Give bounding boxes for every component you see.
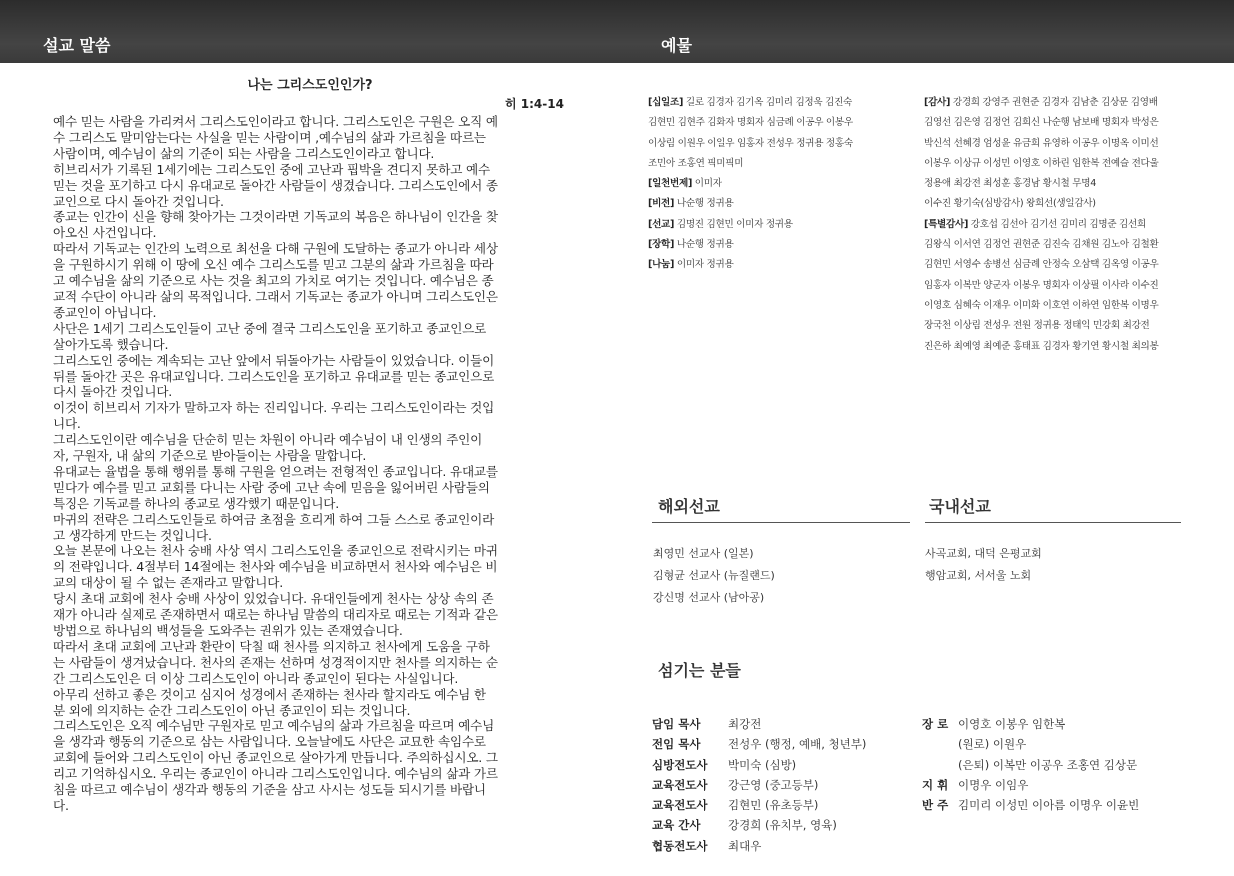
staff-row	[652, 734, 866, 754]
offering-names: 이미자 정귀용	[674, 259, 734, 271]
staff-role: 심방전도사	[652, 757, 708, 772]
offering-list-left	[648, 93, 853, 276]
offering-names: 나순행 정귀용	[674, 198, 734, 210]
staff-row	[652, 836, 866, 856]
sermon-line: 당시 초대 교회에 천사 숭배 사상이 있었습니다. 유대인들에게 천사는 상상 속의 존	[53, 591, 494, 607]
sermon-line: 간 그리스도인은 더 이상 그리스도인이 아니라 종교인이 된다는 사실입니다.	[53, 670, 459, 686]
sermon-line: 종교인이 아닙니다.	[53, 304, 157, 320]
divider	[925, 522, 1181, 523]
offering-row	[924, 113, 1158, 133]
offering-row	[648, 113, 853, 133]
offering-row	[924, 154, 1158, 174]
offering-row	[648, 215, 853, 235]
sermon-line: 방법으로 하나님의 백성들을 도와주는 권위가 있는 존재였습니다.	[53, 623, 403, 638]
offering-row	[924, 296, 1158, 316]
staff-row	[652, 755, 866, 775]
offering-names: 나순행 정귀용	[674, 239, 734, 251]
offering-names: 임홍자 이복만 양군자 이봉우 명회자 이상필 이사라 이수진	[924, 279, 1159, 291]
sermon-line: 히브리서가 기록된 1세기에는 그리스도인 중에 고난과 핍박을 견디지 못하고 예수	[53, 161, 490, 177]
offering-row	[648, 255, 853, 275]
offering-row	[924, 337, 1158, 357]
sermon-line: 믿다가 예수를 믿고 교회를 다니는 사람 중에 고난 속에 믿음을 잃어버린 사람들의	[53, 479, 490, 495]
staff-row	[652, 714, 866, 734]
sermon-line: 니다.	[53, 416, 81, 432]
staff-role: 장 로	[922, 717, 949, 731]
offering-category: [선교]	[648, 218, 675, 230]
offering-row	[648, 235, 853, 255]
scripture-reference: 히 1:4-14	[505, 97, 564, 111]
staff-heading: 섬기는 분들	[658, 661, 741, 680]
staff-role: 반 주	[922, 798, 949, 813]
sermon-line: 리고 기억하십시오. 우리는 종교인이 아니라 그리스도인입니다. 예수님의 삶과 가르	[53, 766, 498, 782]
sermon-line: 사람이며, 예수님이 삶의 기준이 되는 사람을 그리스도인이라고 합니다.	[53, 145, 435, 161]
sermon-line: 그리스도인 중에는 계속되는 고난 앞에서 뒤돌아가는 사람들이 있었습니다. 이들이	[53, 352, 495, 368]
staff-row	[922, 775, 1139, 795]
offering-row	[924, 174, 1158, 194]
offering-names: 이미자	[692, 178, 722, 190]
mission-item: 김형균 선교사 (뉴질랜드)	[653, 569, 775, 582]
offering-row	[924, 194, 1158, 214]
offering-row	[648, 154, 853, 174]
staff-row	[652, 815, 866, 835]
overseas-mission-list	[653, 543, 775, 609]
offering-category: [나눔]	[648, 259, 675, 271]
offering-names: 김현민 서영수 송병선 심금례 안정숙 오삼택 김옥영 이공우	[924, 259, 1159, 271]
staff-names: 강경희 (유치부, 영육)	[728, 818, 837, 833]
offering-names: 진은하 최예영 최예준 홍태표 김경자 황기연 황시철 최의봉	[924, 340, 1159, 352]
offering-names: 김명진 김현민 이미자 정귀용	[674, 218, 793, 230]
staff-row	[922, 795, 1139, 815]
staff-names: (은퇴) 이복만 이공우 조홍연 김상문	[958, 757, 1138, 772]
sermon-line: 마귀의 전략은 그리스도인들로 하여금 초점을 흐리게 하여 그들 스스로 종교인이라	[53, 511, 495, 527]
sermon-line: 재가 아니라 실제로 존재하면서 때로는 하나님 말씀의 대리자로 때로는 기적과 같은	[53, 607, 498, 623]
offering-section-title: 예물	[661, 36, 692, 55]
sermon-line: 분 외에 의지하는 순간 그리스도인이 아닌 종교인이 되는 것입니다.	[53, 702, 411, 718]
sermon-line: 고 예수님을 삶의 기준으로 사는 것을 최고의 가치로 여기는 것입니다. 예수님은 종	[53, 273, 494, 289]
staff-row	[652, 795, 866, 815]
staff-names: 김미리 이성민 이아름 이명우 이윤빈	[958, 798, 1140, 813]
staff-names: 김현민 (유초등부)	[728, 798, 819, 813]
offering-row	[924, 215, 1158, 235]
staff-role: 지 휘	[922, 777, 949, 792]
divider	[652, 522, 910, 523]
offering-names: 길로 김경자 김기옥 김미리 김정욱 김진숙	[683, 97, 853, 108]
offering-row	[648, 134, 853, 154]
sermon-line: 는 사람들이 생겨났습니다. 천사의 존재는 선하며 성경적이지만 천사를 의지하는 순	[53, 654, 498, 670]
offering-row	[924, 134, 1158, 154]
sermon-body	[53, 114, 565, 814]
offering-names: 김현민 김현주 김화자 명회자 심금례 이공우 이봉우	[648, 117, 853, 129]
offering-names: 이상림 이원우 이일우 임홍자 전성우 정귀용 정홍숙	[648, 137, 853, 149]
sermon-line: 종교는 인간이 신을 향해 찾아가는 그것이라면 기독교의 복음은 하나님이 인간을 찾	[53, 209, 498, 225]
staff-names: 이명우 이임우	[958, 777, 1029, 792]
staff-role: 교육 간사	[652, 818, 701, 833]
sermon-line: 예수 믿는 사람을 가리켜서 그리스도인이라고 합니다. 그리스도인은 구원은 오직 예	[53, 114, 498, 129]
sermon-line: 교의 대상이 될 수 없는 존재라고 말합니다.	[53, 575, 284, 591]
offering-names: 정용애 최강전 최성훈 홍경남 황시철 무명4	[924, 178, 1097, 190]
staff-row	[922, 714, 1139, 734]
staff-role: 교육전도사	[652, 777, 708, 792]
offering-row	[924, 316, 1158, 336]
sermon-line: 교회에 들어와 그리스도인이 아닌 종교인으로 살아가게 만듭니다. 주의하십시오. 그	[53, 750, 498, 766]
staff-role: 담임 목사	[652, 717, 701, 731]
sermon-line: 다시 돌아간 것입니다.	[53, 384, 173, 400]
staff-names: 전성우 (행정, 예배, 청년부)	[728, 737, 867, 752]
staff-row	[922, 755, 1139, 775]
staff-names: (원로) 이원우	[958, 737, 1027, 752]
offering-names: 강경희 강영주 권현준 김경자 김남춘 김상문 김영배	[950, 97, 1158, 108]
sermon-line: 자, 구원자, 내 삶의 기준으로 받아들이는 사람을 말합니다.	[53, 448, 367, 464]
staff-role: 전임 목사	[652, 737, 701, 752]
offering-category: [일천번제]	[648, 178, 693, 190]
sermon-line: 교적 수단이 아니라 삶의 목적입니다. 그래서 기독교는 종교가 아니며 그리스도인은	[53, 288, 498, 304]
sermon-line: 오늘 본문에 나오는 천사 숭배 사상 역시 그리스도인을 종교인으로 전락시키는 마귀	[53, 543, 498, 559]
sermon-line: 아무리 선하고 좋은 것이고 심지어 성경에서 존재하는 천사라 할지라도 예수님 한	[53, 686, 486, 702]
staff-names: 이영호 이봉우 임한복	[958, 717, 1066, 731]
offering-row	[924, 255, 1158, 275]
sermon-line: 침을 따르고 예수님이 생각과 행동의 기준을 삼고 사시는 성도들 되시기를 바랍니	[53, 782, 486, 798]
sermon-line: 살아가도록 했습니다.	[53, 336, 169, 352]
sermon-line: 따라서 기독교는 인간의 노력으로 최선을 다해 구원에 도달하는 종교가 아니라 세상	[53, 241, 498, 257]
sermon-line: 교인으로 다시 돌아간 것입니다.	[53, 193, 224, 209]
domestic-mission-list	[925, 543, 1042, 587]
sermon-line: 다.	[53, 797, 69, 813]
sermon-line: 아오신 사건입니다.	[53, 225, 157, 241]
sermon-line: 을 생각과 행동의 기준으로 삼는 사람입니다. 오늘날에도 사단은 교묘한 속임수로	[53, 734, 486, 750]
sermon-section-title: 설교 말씀	[43, 36, 111, 55]
staff-row	[652, 775, 866, 795]
offering-row	[924, 276, 1158, 296]
staff-role: 협동전도사	[652, 838, 708, 853]
offering-row	[648, 174, 853, 194]
offering-names: 장국천 이상림 전성우 전원 정귀용 정태익 민강회 최강전	[924, 320, 1150, 332]
header-bar	[0, 0, 1234, 63]
offering-names: 이영호 심혜숙 이재우 이미화 이호연 이하연 임한복 이명우	[924, 299, 1159, 311]
staff-names: 최강전	[728, 717, 762, 731]
overseas-mission-heading: 해외선교	[658, 497, 720, 516]
staff-list-left	[652, 714, 866, 856]
offering-names: 이봉우 이상규 이성민 이영호 이하린 임한복 전예슬 전다울	[924, 157, 1159, 169]
sermon-line: 이것이 히브리서 기자가 말하고자 하는 진리입니다. 우리는 그리스도인이라는 것입	[53, 400, 495, 416]
sermon-line: 특징은 기독교를 하나의 종교로 생각했기 때문입니다.	[53, 495, 340, 511]
staff-names: 최대우	[728, 838, 762, 853]
sermon-line: 고 생각하게 만드는 것입니다.	[53, 527, 212, 543]
staff-list-right	[922, 714, 1139, 815]
offering-row	[924, 93, 1158, 113]
offering-names: 강호섭 김선아 김기선 김미리 김명준 김선희	[968, 218, 1146, 230]
staff-names: 박미숙 (심방)	[728, 757, 797, 772]
sermon-line: 을 구원하시기 위해 이 땅에 오신 예수 그리스도를 믿고 그분의 삶과 가르침을 따라	[53, 257, 494, 273]
offering-list-right	[924, 93, 1158, 357]
sermon-line: 사단은 1세기 그리스도인들이 고난 중에 결국 그리스도인을 포기하고 종교인으로	[53, 320, 487, 336]
mission-item: 행암교회, 서서울 노회	[925, 569, 1032, 582]
mission-item: 사곡교회, 대덕 은평교회	[925, 547, 1042, 560]
offering-row	[924, 235, 1158, 255]
staff-names: 강근영 (중고등부)	[728, 777, 819, 792]
offering-category: [장학]	[648, 239, 675, 251]
sermon-line: 수 그리스도 말미암는다는 사실을 믿는 사람이며 ,예수님의 삶과 가르침을 따르는	[53, 129, 486, 145]
offering-row	[648, 93, 853, 113]
sermon-line: 믿는 것을 포기하고 다시 유대교로 돌아간 사람들이 생겼습니다. 그리스도인에서 종	[53, 177, 498, 193]
offering-category: [특별감사]	[924, 218, 969, 230]
sermon-line: 그리스도인이란 예수님을 단순히 믿는 차원이 아니라 예수님이 내 인생의 주인이	[53, 432, 483, 448]
sermon-line: 뒤를 돌아간 곳은 유대교입니다. 그리스도인을 포기하고 유대교를 믿는 종교인으로	[53, 368, 495, 384]
offering-row	[648, 194, 853, 214]
sermon-line: 따라서 초대 교회에 고난과 환란이 닥칠 때 천사를 의지하고 천사에게 도움을 구하	[53, 638, 490, 654]
offering-category: [비전]	[648, 198, 675, 210]
mission-item: 강신명 선교사 (남아공)	[653, 591, 765, 604]
domestic-mission-heading: 국내선교	[929, 497, 991, 516]
offering-names: 김왕식 이서연 김정언 권현준 김진숙 김채원 김노아 김철환	[924, 239, 1159, 251]
offering-names: 조민아 조홍연 픽미픽미	[648, 157, 744, 169]
offering-category: [감사]	[924, 97, 951, 108]
offering-category: [십일조]	[648, 97, 684, 108]
sermon-line: 의 전략입니다. 4절부터 14절에는 천사와 예수님을 비교하면서 천사와 예수님은 비	[53, 559, 498, 575]
sermon-title: 나는 그리스도인인가?	[247, 78, 373, 93]
offering-names: 이수진 황기숙(심방감사) 왕희선(생일감사)	[924, 198, 1096, 210]
sermon-line: 유대교는 율법을 통해 행위를 통해 구원을 얻으려는 전형적인 종교입니다. 유대교를	[53, 463, 498, 479]
offering-names: 박신석 선혜경 엄성윤 유금희 유영하 이공우 이명옥 이미선	[924, 137, 1159, 149]
staff-row	[922, 734, 1139, 754]
mission-item: 최영민 선교사 (일본)	[653, 547, 754, 560]
sermon-line: 그리스도인은 오직 예수님만 구원자로 믿고 예수님의 삶과 가르침을 따르며 예수님	[53, 718, 495, 734]
offering-names: 김영선 김은영 김정언 김희신 나순행 남보배 명회자 박성은	[924, 117, 1159, 129]
staff-role: 교육전도사	[652, 798, 708, 813]
